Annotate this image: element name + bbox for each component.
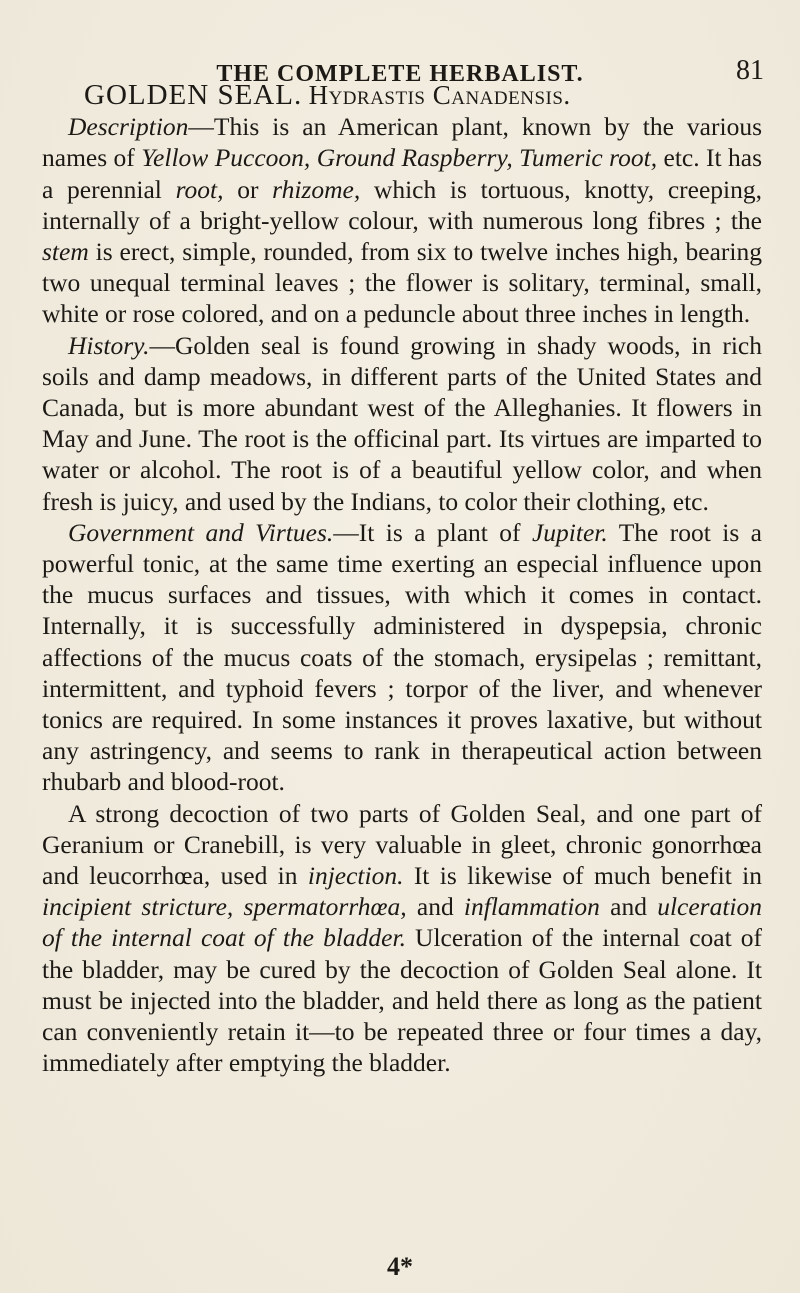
government-paragraph: Government and Virtues.—It is a plant of Jupiter. The root is a powerful tonic, at the same time exerting an especial influence upon the mucus surfaces and tissues, with which it comes in contact. Internally, it is successfully administered in dyspepsia, chronic affections of the mucus coats of the stomach, erysipelas ; remittant, intermittent, and typhoid fevers ; torpor of the liver, and whenever tonics are required. In some instances it proves laxative, but without any astringency, and seems to rank in therapeutical action between rhubarb and blood-root. [42,517,762,797]
ruling-planet: Jupiter. [531,517,608,547]
running-title: THE COMPLETE HERBALIST. [216,61,584,87]
entry-title: GOLDEN SEAL. [84,79,303,111]
entry-heading [42,80,762,111]
decoction-paragraph: A strong decoction of two parts of Golden Seal, and one part of Geranium or Cranebill, is very valuable in gleet, chronic gonorrhœa and leucorrhœa, used in injection. It is likewise of much benefit in incipient stricture, spermatorrhœa, and inflammation and ulceration of the internal coat of the bladder. Ulceration of the internal coat of the bladder, may be cured by the decoction of Golden Seal alone. It must be injected into the bladder, and held there as long as the patient can conveniently retain it—to be repeated three or four times a day, immediately after emptying the bladder. [42,798,763,1078]
history-label: History. [68,330,150,360]
common-names: Yellow Puccoon, Ground Raspberry, Tumeric root, [141,143,658,173]
entry-latin-name: Hydrastis Canadensis. [308,80,571,110]
history-paragraph: History.—Golden seal is found growing in shady woods, in rich soils and damp meadows, in different parts of the United States and Canada, but is more abundant west of the Alleghanies. It flowers in May and June. The root is the officinal part. Its virtues are imparted to water or alcohol. The root is of a beautiful yellow color, and when fresh is juicy, and used by the Indians, to color their clothing, etc. [42,330,762,516]
description-paragraph: Description—This is an American plant, known by the various names of Yellow Puccoon, Ground Raspberry, Tumeric root, etc. It has a perennial root, or rhizome, which is tortuous, knotty, creeping, internally of a bright-yellow colour, with numerous long fibres ; the stem is erect, simple, rounded, from six to twelve inches high, bearing two unequal terminal leaves ; the flower is solitary, terminal, small, white or rose colored, and on a peduncle about three inches in length. [42,112,762,329]
government-label: Government and Virtues. [68,517,334,547]
signature-mark: 4* [387,1252,413,1281]
running-head [0,22,800,87]
page-number: 81 [736,55,764,86]
article-body [42,80,762,1079]
description-label: Description [68,112,189,142]
